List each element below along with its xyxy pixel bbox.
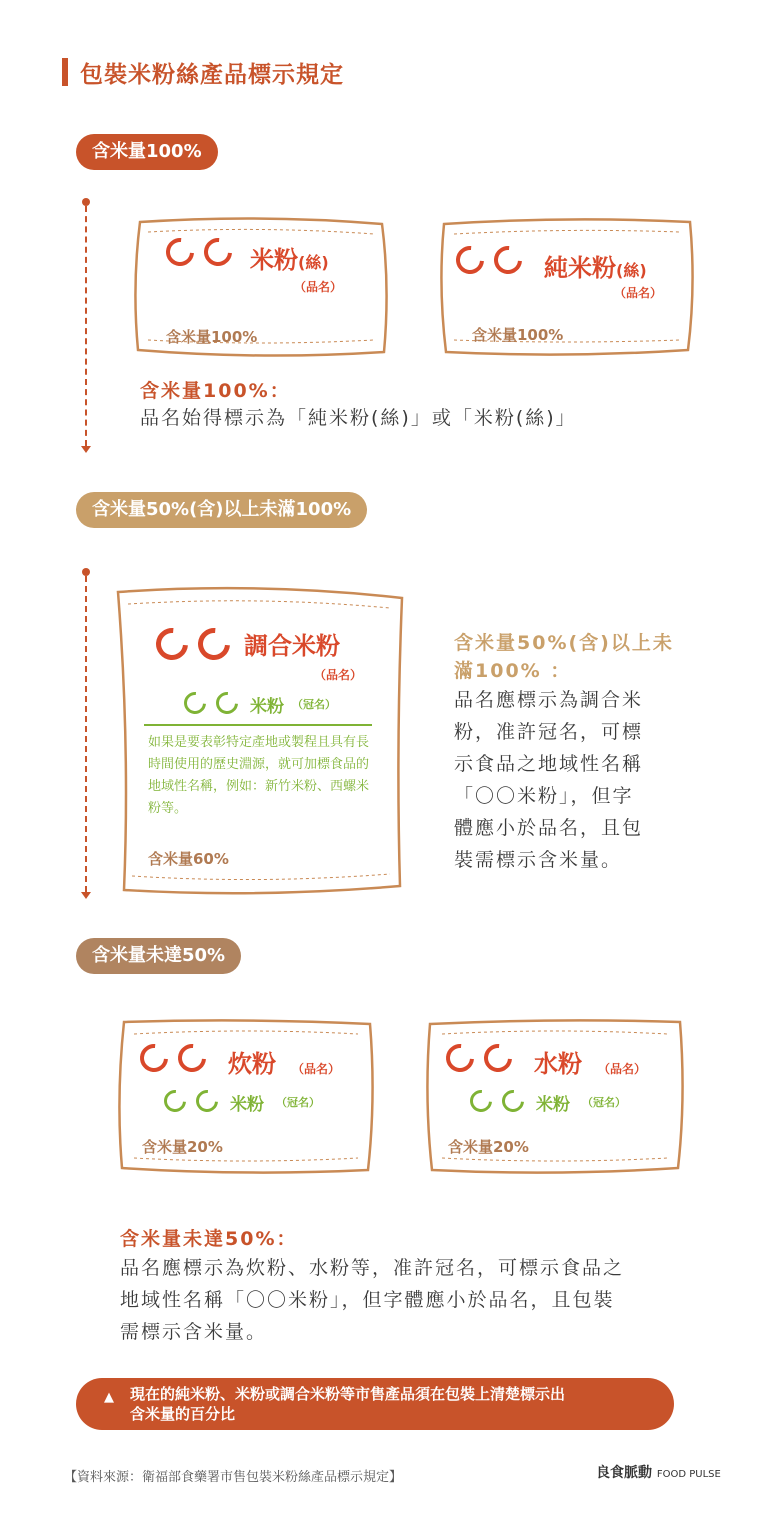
circle-icon — [498, 1086, 529, 1117]
product-name: 米粉(絲) — [250, 246, 329, 274]
rice-content: 含米量20% — [142, 1138, 223, 1156]
crown-circles — [184, 692, 238, 714]
product-name-tag: （品名） — [314, 668, 363, 682]
placeholder-circles — [456, 246, 522, 274]
circle-icon — [191, 621, 236, 666]
placeholder-circles — [166, 238, 232, 266]
circle-icon — [466, 1086, 497, 1117]
circle-icon — [160, 232, 199, 271]
circle-icon — [149, 621, 194, 666]
rice-content: 含米量100% — [472, 326, 564, 344]
product-name-tag: （品名） — [292, 1062, 341, 1076]
crown-circles — [164, 1090, 218, 1112]
crown-name-tag: （冠名） — [276, 1096, 320, 1109]
crown-note: 如果是要表彰特定產地或製程且具有長時間使用的歷史淵源，就可加標食品的地域性名稱，例如：新竹米粉、西螺米粉等。 — [148, 735, 370, 816]
section-label-50-100: 含米量50%(含)以上未滿100% — [76, 492, 367, 528]
product-name-tag: （品名） — [614, 286, 663, 300]
warning-triangle-icon: ▲ — [104, 1390, 114, 1405]
rice-content: 含米量100% — [166, 328, 258, 346]
circle-icon — [478, 1038, 517, 1077]
section-description: 品名應標示為炊粉、水粉等，准許冠名，可標示食品之 地域性名稱「〇〇米粉」，但字體應小於品名，且包裝 需標示含米量。 — [120, 1257, 625, 1343]
section-label-100: 含米量100% — [76, 134, 218, 170]
package-blended-mifen — [114, 586, 406, 896]
divider — [144, 724, 372, 726]
circle-icon — [212, 688, 243, 719]
circle-icon — [192, 1086, 223, 1117]
rice-content: 含米量20% — [448, 1138, 529, 1156]
section-description: 品名始得標示為「純米粉(絲)」或「米粉(絲)」 — [140, 407, 577, 429]
timeline-line — [85, 576, 87, 892]
crown-name-tag: （冠名） — [292, 698, 336, 711]
timeline-arrow — [81, 446, 91, 453]
notice-line-1: 現在的純米粉、米粉或調合米粉等市售產品須在包裝上清楚標示出 — [130, 1385, 566, 1403]
placeholder-circles — [140, 1044, 206, 1072]
package-shuifen — [424, 1018, 686, 1176]
circle-icon — [488, 240, 527, 279]
product-name-tag: （品名） — [294, 280, 343, 294]
crown-name: 米粉 — [536, 1095, 570, 1115]
crown-circles — [470, 1090, 524, 1112]
source-credit: 【資料來源：衛福部食藥署市售包裝米粉絲產品標示規定】 — [64, 1470, 403, 1485]
timeline-arrow — [81, 892, 91, 899]
timeline-dot — [82, 198, 90, 206]
timeline-line — [85, 206, 87, 446]
section-description: 品名應標示為調合米 粉，准許冠名，可標 示食品之地域性名稱 「〇〇米粉」，但字 體應小於品名，且包 裝需標示含米量。 — [454, 689, 644, 871]
section-heading: 滿100% ： — [454, 660, 572, 682]
product-name: 調合米粉 — [244, 632, 340, 660]
package-chuifen — [116, 1018, 376, 1176]
circle-icon — [134, 1038, 173, 1077]
section-heading: 含米量未達50%： — [120, 1228, 298, 1250]
circle-icon — [198, 232, 237, 271]
circle-icon — [160, 1086, 191, 1117]
circle-icon — [172, 1038, 211, 1077]
section-label-under-50: 含米量未達50% — [76, 938, 241, 974]
brand-logo: 良食脈動 FOOD PULSE — [596, 1465, 721, 1481]
rice-content: 含米量60% — [148, 850, 229, 868]
placeholder-circles — [156, 628, 230, 660]
product-name: 炊粉 — [228, 1050, 276, 1078]
circle-icon — [180, 688, 211, 719]
package-pure-mifen — [438, 216, 696, 358]
title-accent-bar — [62, 58, 68, 86]
product-name: 水粉 — [534, 1050, 582, 1078]
crown-name: 米粉 — [250, 697, 284, 717]
notice-line-2: 含米量的百分比 — [130, 1405, 236, 1423]
timeline-dot — [82, 568, 90, 576]
page-title: 包裝米粉絲產品標示規定 — [80, 62, 344, 88]
section-heading: 含米量100%： — [140, 380, 291, 402]
product-name-tag: （品名） — [598, 1062, 647, 1076]
circle-icon — [450, 240, 489, 279]
product-name: 純米粉(絲) — [544, 254, 647, 282]
crown-name-tag: （冠名） — [582, 1096, 626, 1109]
placeholder-circles — [446, 1044, 512, 1072]
package-mifen — [132, 216, 390, 358]
crown-name: 米粉 — [230, 1095, 264, 1115]
section-heading: 含米量50%(含)以上未 — [454, 632, 674, 654]
circle-icon — [440, 1038, 479, 1077]
notice-banner — [76, 1378, 674, 1430]
